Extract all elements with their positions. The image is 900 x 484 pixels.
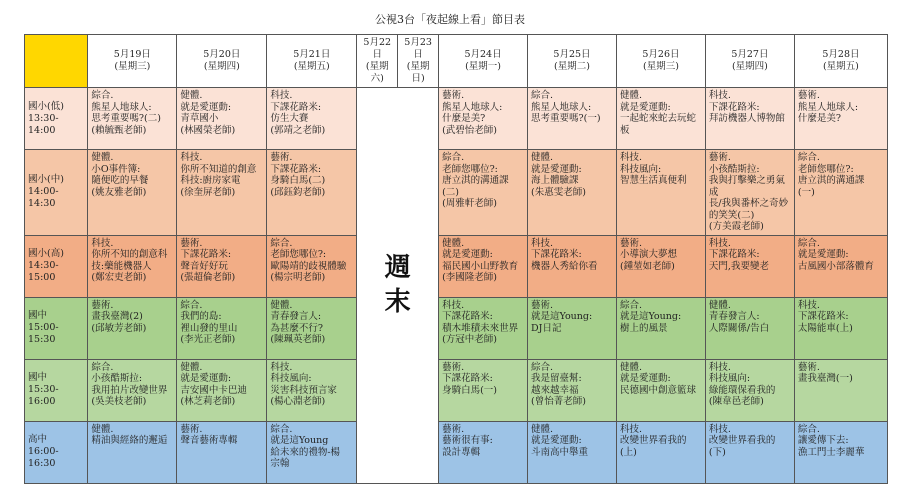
time-slot-row xyxy=(25,359,888,421)
program-line: DJ日記 xyxy=(531,322,562,334)
program-line: 下課花路米: xyxy=(442,311,493,322)
program-line: 改變世界看我的(下) xyxy=(708,435,776,458)
program-cell xyxy=(616,297,705,359)
program-line: (林國榮老師) xyxy=(180,124,236,136)
day-header xyxy=(357,35,398,88)
time-range: 14:30-15:00 xyxy=(28,260,59,283)
program-line: (一) xyxy=(797,186,815,198)
program-line: 綜合. xyxy=(270,237,293,249)
program-line: 科技. xyxy=(619,423,642,435)
program-line: 下課花路米: xyxy=(270,101,322,113)
program-line: 仿生大賽 xyxy=(270,113,309,124)
program-line: 科技風向: xyxy=(708,373,751,384)
program-line: 下課花路米: xyxy=(531,249,582,260)
program-cell xyxy=(705,359,794,421)
program-line: 小孩酷斯拉: xyxy=(91,373,143,384)
program-line: 科技. xyxy=(619,152,642,163)
time-slot-row xyxy=(25,88,888,150)
program-line: 科技. xyxy=(797,299,820,311)
program-cell xyxy=(267,235,357,297)
program-line: 吉安國中卡巴迪 xyxy=(180,384,247,396)
corner-cell xyxy=(25,35,88,88)
program-cell xyxy=(528,235,617,297)
day-header xyxy=(794,35,887,88)
program-line: 熊星人地球人: xyxy=(442,101,503,113)
program-line: 給未來的禮物-楊 xyxy=(270,446,341,458)
program-line: 青草國小 xyxy=(180,113,219,124)
program-cell xyxy=(439,235,528,297)
time-slot-label xyxy=(25,359,88,421)
program-cell xyxy=(177,297,267,359)
program-line: 健體. xyxy=(619,90,642,101)
program-line: 青春發言人: xyxy=(270,311,322,322)
program-cell xyxy=(177,359,267,421)
day-header xyxy=(88,35,177,88)
program-line: 健體. xyxy=(531,152,554,163)
program-cell xyxy=(705,235,794,297)
program-line: 藝術. xyxy=(180,237,203,249)
program-line: 藝術很有事: xyxy=(442,435,493,446)
program-line: 聲音藝術專輯 xyxy=(180,435,238,446)
day-header xyxy=(267,35,357,88)
program-cell xyxy=(794,88,887,150)
time-range: 15:00-15:30 xyxy=(28,322,59,345)
program-line: 你所不知的創意科 xyxy=(91,249,168,260)
program-line: 災害科技預言家 xyxy=(270,384,337,396)
program-line: 科技風向: xyxy=(619,163,662,175)
program-cell xyxy=(616,150,705,236)
program-cell xyxy=(439,297,528,359)
program-cell xyxy=(705,150,794,236)
program-line: 身騎白馬(一) xyxy=(442,384,497,396)
program-line: 越來越幸福 xyxy=(531,384,579,396)
program-line: (陳珮英老師) xyxy=(270,334,326,345)
program-line: 藝術. xyxy=(797,361,820,373)
time-slot-label xyxy=(25,150,88,236)
program-line: 下課花路米: xyxy=(442,373,493,384)
program-line: (姚友雅老師) xyxy=(91,186,147,198)
program-line: (張超倫老師) xyxy=(180,272,236,283)
day-date: 5月19日 xyxy=(113,49,151,60)
program-line: 藝術. xyxy=(708,152,731,163)
program-cell xyxy=(267,297,357,359)
program-cell xyxy=(705,421,794,483)
program-cell xyxy=(177,421,267,483)
time-slot-row xyxy=(25,235,888,297)
program-line: 我們的島: xyxy=(180,311,222,322)
day-weekday: (星期一) xyxy=(465,61,501,72)
program-line: 綜合. xyxy=(619,299,642,311)
program-line: 綜合. xyxy=(91,361,114,373)
day-header xyxy=(705,35,794,88)
program-cell xyxy=(439,88,528,150)
day-weekday: (星期三) xyxy=(642,61,679,72)
program-cell xyxy=(177,235,267,297)
day-header xyxy=(439,35,528,88)
grade-level: 國小(高) xyxy=(28,248,64,259)
day-header xyxy=(177,35,267,88)
day-weekday: (星期六) xyxy=(365,61,389,84)
time-range: 15:30-16:00 xyxy=(28,384,59,407)
program-line: (李國隆老師) xyxy=(442,272,497,283)
program-line: 小O事件簿: xyxy=(91,163,141,175)
grade-level: 國中 xyxy=(28,310,48,321)
program-line: 綜合. xyxy=(91,90,114,101)
grade-level: 國小(中) xyxy=(28,174,64,186)
program-line: 藝術. xyxy=(797,90,820,101)
program-line: 藝術. xyxy=(442,423,465,435)
program-cell xyxy=(705,88,794,150)
program-cell xyxy=(439,359,528,421)
program-line: 就是愛運動: xyxy=(180,373,232,384)
day-weekday: (星期二) xyxy=(554,61,590,72)
program-line: 什麼是美? xyxy=(797,113,841,124)
time-range: 16:00-16:30 xyxy=(28,446,59,469)
day-date: 5月20日 xyxy=(203,49,241,60)
program-line: 健體. xyxy=(180,90,203,101)
program-cell xyxy=(88,88,177,150)
program-cell xyxy=(794,150,887,236)
program-line: 歐陽靖的歧視體驗 xyxy=(270,260,347,272)
program-line: (楊心淵老師) xyxy=(270,396,326,407)
page-title: 公視3台「夜起線上看」節目表 xyxy=(375,13,525,26)
program-line: 科技風向: xyxy=(270,373,312,384)
program-cell xyxy=(528,150,617,236)
program-line: 綜合. xyxy=(797,152,820,163)
program-cell xyxy=(616,421,705,483)
program-line: 綜合. xyxy=(797,423,820,435)
program-line: 太陽能車(上) xyxy=(797,322,853,334)
program-line: 科技:廚房家電 xyxy=(180,175,241,186)
program-line: 人際關係/告白 xyxy=(708,322,770,334)
program-line: 長/我與番杯之奇妙 xyxy=(708,198,789,209)
program-cell xyxy=(439,421,528,483)
program-line: 綜合. xyxy=(270,423,293,435)
program-line: (曾怡菁老師) xyxy=(531,396,586,407)
program-line: (楊宗明老師) xyxy=(270,272,326,283)
program-cell xyxy=(528,88,617,150)
program-line: 藝術. xyxy=(619,237,642,249)
program-line: 綜合. xyxy=(442,152,465,163)
program-line: 小導演大夢想 xyxy=(619,249,677,260)
program-line: 就是愛運動: xyxy=(531,435,582,446)
program-cell xyxy=(794,421,887,483)
program-line: 藝術. xyxy=(442,90,465,101)
program-cell xyxy=(616,235,705,297)
day-weekday: (星期四) xyxy=(731,61,768,72)
program-cell xyxy=(88,150,177,236)
program-line: 綜合. xyxy=(797,237,820,249)
time-slot-label xyxy=(25,235,88,297)
program-line: 你所不知道的創意 xyxy=(180,163,257,175)
program-line: 健體. xyxy=(619,361,642,373)
program-line: 積木堆積未來世界 xyxy=(442,322,519,334)
day-weekday: (星期四) xyxy=(203,61,240,72)
program-line: 熊星人地球人: xyxy=(91,101,152,113)
day-weekday: (星期三) xyxy=(114,61,151,72)
program-line: (武碧怡老師) xyxy=(442,124,497,136)
program-line: 福民國小山野教育 xyxy=(442,260,519,272)
program-line: 聲音好好玩 xyxy=(180,260,228,272)
program-line: 漁工門士李麗華 xyxy=(797,446,865,458)
program-cell xyxy=(267,421,357,483)
program-line: 就是愛運動: xyxy=(619,373,671,384)
program-cell xyxy=(88,297,177,359)
day-date: 5月28日 xyxy=(822,49,860,60)
program-line: 就是愛運動: xyxy=(531,163,582,175)
weekend-char: 週 xyxy=(384,253,411,284)
program-line: 海上體驗課 xyxy=(531,175,579,186)
program-cell xyxy=(177,88,267,150)
program-line: 唐立淇的溝通課 xyxy=(442,175,509,186)
program-line: 綜合. xyxy=(531,361,554,373)
program-line: 藝術. xyxy=(270,152,293,163)
program-line: 下課花路米: xyxy=(708,249,760,260)
program-line: 裡山發的里山 xyxy=(180,322,238,334)
day-weekday: (星期日) xyxy=(406,61,430,84)
day-date: 5月25日 xyxy=(553,49,591,60)
program-cell xyxy=(439,150,528,236)
program-line: 改變世界看我的 xyxy=(619,435,687,446)
program-line: 科技. xyxy=(91,237,114,249)
program-line: 為甚麼不行? xyxy=(270,322,323,334)
program-line: (李光正老師) xyxy=(180,334,236,345)
program-line: 就是這Young: xyxy=(531,311,593,322)
program-line: 天門,我要變老 xyxy=(708,260,769,272)
program-line: 拜訪機器人博物館 xyxy=(708,113,785,124)
day-date: 5月22日 xyxy=(363,37,392,60)
time-slot-row xyxy=(25,297,888,359)
program-line: (朱惠雯老師) xyxy=(531,186,586,198)
program-cell xyxy=(88,421,177,483)
program-line: 健體. xyxy=(91,152,114,163)
day-header xyxy=(616,35,705,88)
program-line: (周雅軒老師) xyxy=(442,198,497,209)
program-line: 老師您哪位?: xyxy=(442,163,498,175)
program-cell xyxy=(794,297,887,359)
program-line: 熊星人地球人: xyxy=(531,101,592,113)
program-line: (邱鈺鈞老師) xyxy=(270,186,326,198)
program-cell xyxy=(528,421,617,483)
program-line: 科技. xyxy=(270,90,293,101)
program-line: (林芝莉老師) xyxy=(180,396,236,407)
time-slot-label xyxy=(25,421,88,483)
program-line: 機器人秀給你看 xyxy=(531,260,598,272)
program-line: (方美霞老師) xyxy=(708,221,764,232)
program-line: (徐奎屏老師) xyxy=(180,186,236,198)
day-date: 5月23日 xyxy=(404,37,432,60)
program-cell xyxy=(267,359,357,421)
program-line: 健體. xyxy=(270,299,293,311)
day-weekday: (星期五) xyxy=(822,61,859,72)
program-line: 老師您哪位?: xyxy=(797,163,854,175)
grade-level: 國小(低) xyxy=(28,100,64,112)
program-cell xyxy=(705,297,794,359)
program-line: 科技. xyxy=(442,299,465,311)
time-slot-row xyxy=(25,150,888,236)
schedule-table xyxy=(24,34,888,484)
program-line: 熊星人地球人: xyxy=(797,101,859,113)
program-line: 老師您哪位?: xyxy=(270,249,327,260)
day-date: 5月24日 xyxy=(464,49,502,60)
program-line: (鍾堃如老師) xyxy=(619,260,675,272)
weekend-char: 末 xyxy=(384,287,411,318)
program-cell xyxy=(794,235,887,297)
header-row xyxy=(25,35,888,88)
program-line: 健體. xyxy=(708,299,731,311)
day-weekday: (星期五) xyxy=(293,61,330,72)
program-line: 精油與經絡的邂逅 xyxy=(91,435,168,446)
program-cell xyxy=(794,359,887,421)
program-cell xyxy=(88,235,177,297)
program-line: 思考重要嗎?(二) xyxy=(91,113,161,124)
program-cell xyxy=(88,359,177,421)
program-cell xyxy=(267,88,357,150)
program-line: 健體. xyxy=(180,361,203,373)
weekend-block xyxy=(357,88,439,484)
program-line: 畫我臺灣(2) xyxy=(91,311,143,322)
program-line: (賴毓甄老師) xyxy=(91,124,147,136)
program-line: 科技. xyxy=(708,423,731,435)
program-cell xyxy=(616,88,705,150)
day-header xyxy=(398,35,439,88)
program-line: 綜合. xyxy=(180,299,203,311)
program-line: 下課花路米: xyxy=(180,249,232,260)
program-line: 讓愛傳下去: xyxy=(797,435,849,446)
program-line: 畫我臺灣(一) xyxy=(797,373,853,384)
program-cell xyxy=(616,359,705,421)
program-cell xyxy=(528,297,617,359)
program-line: 健體. xyxy=(91,423,114,435)
day-date: 5月21日 xyxy=(293,49,331,60)
program-line: 藝術. xyxy=(442,361,465,373)
program-line: 思考重要嗎?(一) xyxy=(531,113,601,124)
grade-level: 高中 xyxy=(28,434,48,445)
program-line: 一起蛇來蛇去玩蛇 xyxy=(619,113,696,124)
program-line: 就是愛運動: xyxy=(619,101,671,113)
program-line: 藝術. xyxy=(180,423,203,435)
program-line: (吳美枝老師) xyxy=(91,396,147,407)
program-line: 下課花路米: xyxy=(270,163,322,175)
program-line: 唐立淇的溝通課 xyxy=(797,175,865,186)
program-line: 綜合. xyxy=(531,90,554,101)
program-line: 就是愛運動: xyxy=(180,101,232,113)
program-line: 隨便吃的早餐 xyxy=(91,175,149,186)
program-line: (陳韋邑老師) xyxy=(708,396,764,407)
time-slot-label xyxy=(25,297,88,359)
program-line: 就是愛運動: xyxy=(797,249,849,260)
time-range: 13:30-14:00 xyxy=(28,112,59,136)
day-date: 5月26日 xyxy=(642,49,680,60)
program-line: 科技. xyxy=(708,237,731,249)
program-line: 設計專輯 xyxy=(442,446,481,458)
program-line: 就是這Young: xyxy=(619,311,682,322)
program-line: 科技. xyxy=(180,152,203,163)
program-line: 板 xyxy=(619,124,630,136)
program-cell xyxy=(267,150,357,236)
day-header xyxy=(528,35,617,88)
program-line: 民德國中創意籃球 xyxy=(619,384,696,396)
program-cell xyxy=(528,359,617,421)
program-line: 藝術. xyxy=(91,299,114,311)
program-line: 青春發言人: xyxy=(708,311,760,322)
program-line: 科技. xyxy=(531,237,554,249)
program-line: 下課花路米: xyxy=(797,311,849,322)
program-line: 斗南高中舉重 xyxy=(531,446,589,458)
program-line: (上) xyxy=(619,446,637,458)
program-line: 健體. xyxy=(442,237,465,249)
program-line: 藝術. xyxy=(531,299,554,311)
program-line: 宗翰 xyxy=(270,458,290,469)
program-line: (二) xyxy=(442,186,459,198)
program-line: 下課花路米: xyxy=(708,101,760,113)
program-line: (郭靖之老師) xyxy=(270,124,326,136)
day-date: 5月27日 xyxy=(731,49,769,60)
program-line: 我是留臺幫: xyxy=(531,373,582,384)
program-line: 科技. xyxy=(270,361,293,373)
program-cell xyxy=(177,150,267,236)
program-line: 科技. xyxy=(708,90,731,101)
program-line: 健體. xyxy=(531,423,554,435)
program-line: 智慧生活真便利 xyxy=(619,175,687,186)
time-slot-label xyxy=(25,88,88,150)
program-line: 技:藥能機器人 xyxy=(91,260,152,272)
time-range: 14:00-14:30 xyxy=(28,186,59,210)
program-line: 綠能環保看我的 xyxy=(708,384,776,396)
program-line: 科技. xyxy=(708,361,731,373)
program-line: 樹上的風景 xyxy=(619,322,668,334)
program-line: (方冠中老師) xyxy=(442,334,497,345)
program-line: 我與打擊樂之勇氣成 xyxy=(708,175,785,198)
program-line: 就是愛運動: xyxy=(442,249,493,260)
program-line: 什麼是美? xyxy=(442,113,486,124)
program-line: 的笑笑(二) xyxy=(708,209,755,221)
program-line: (鄭宏吏老師) xyxy=(91,272,147,283)
grade-level: 國中 xyxy=(28,372,48,383)
program-line: 就是這Young xyxy=(270,435,329,446)
program-line: 我用拍片改變世界 xyxy=(91,384,168,396)
program-line: 古風國小部落體育 xyxy=(797,260,874,272)
time-slot-row xyxy=(25,421,888,483)
program-line: 小孩酷斯拉: xyxy=(708,163,760,175)
program-line: 身騎白馬(二) xyxy=(270,175,326,186)
program-line: (邱敏芳老師) xyxy=(91,322,147,334)
